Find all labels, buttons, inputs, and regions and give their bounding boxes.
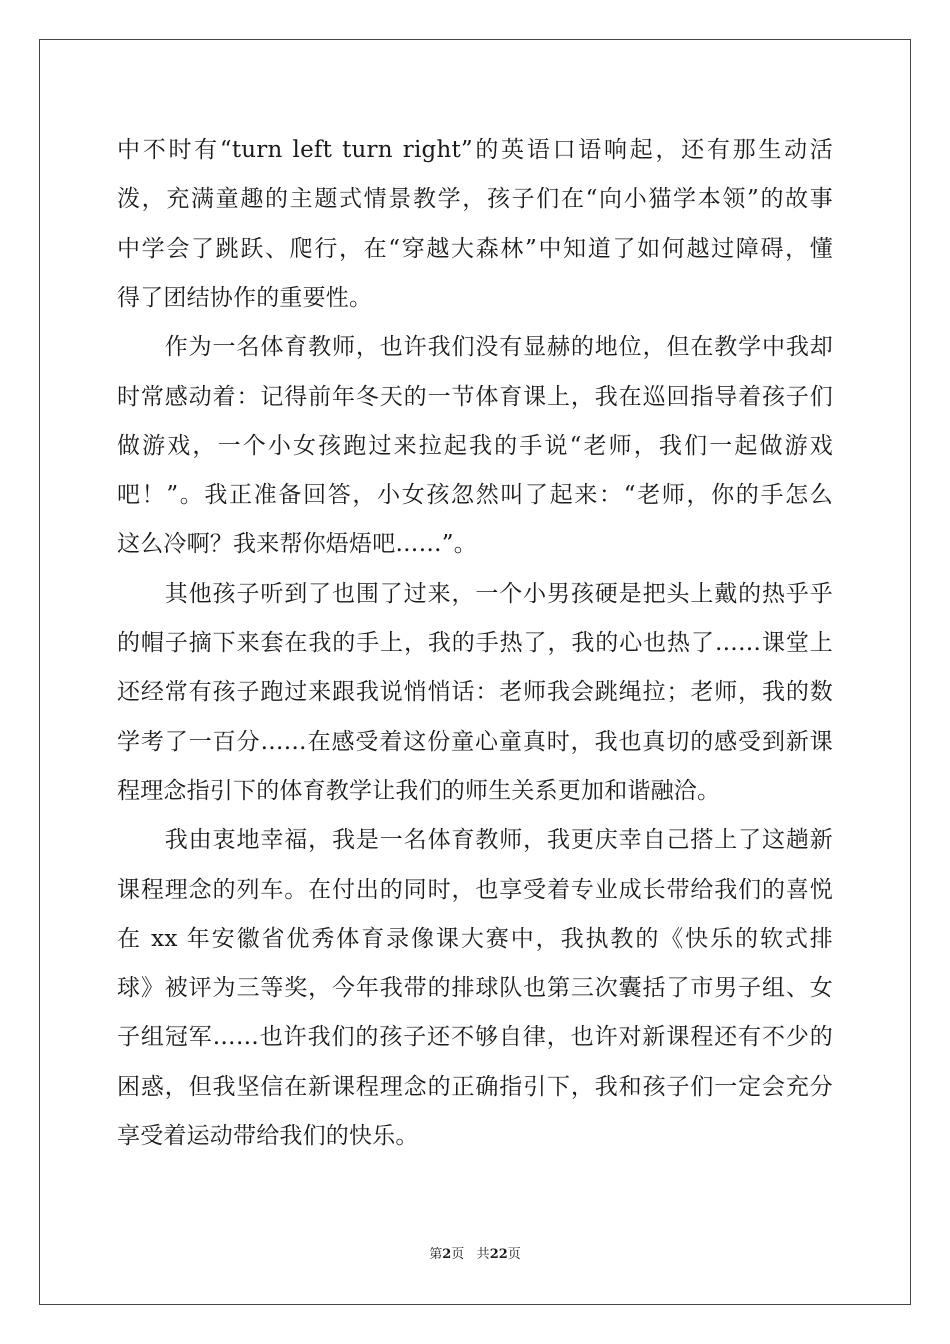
- text-line: 时常感动着：记得前年冬天的一节体育课上，我在巡回指导着孩子们: [117, 384, 833, 410]
- text-line: 球》被评为三等奖，今年我带的排球队也第三次囊括了市男子组、女: [117, 975, 833, 1001]
- total-label-prefix: 共: [476, 1247, 490, 1262]
- text-line: 其他孩子听到了也围了过来，一个小男孩硬是把头上戴的热乎乎: [117, 581, 833, 607]
- text-line: 学考了一百分……在感受着这份童心童真时，我也真切的感受到新课: [117, 729, 833, 755]
- total-label-suffix: 页: [507, 1247, 521, 1262]
- text-line: 得了团结协作的重要性。: [117, 285, 373, 311]
- text-line: 还经常有孩子跑过来跟我说悄悄话：老师我会跳绳拉；老师，我的数: [117, 679, 833, 705]
- text-line: 这么冷啊？我来帮你焐焐吧……”。: [117, 531, 477, 557]
- text-line: 程理念指引下的体育教学让我们的师生关系更加和谐融洽。: [117, 778, 721, 804]
- text-line: 吧！”。我正准备回答，小女孩忽然叫了起来：“老师，你的手怎么: [117, 482, 833, 508]
- page-footer: [0, 1246, 950, 1264]
- total-pages: 22: [489, 1247, 508, 1262]
- page-label-suffix: 页: [451, 1247, 465, 1262]
- page-number: 2: [442, 1247, 452, 1262]
- text-line: 子组冠军……也许我们的孩子还不够自律，也许对新课程还有不少的: [117, 1024, 833, 1050]
- text-line: 我由衷地幸福，我是一名体育教师，我更庆幸自己搭上了这趟新: [117, 827, 833, 853]
- page-border: [39, 39, 911, 1305]
- text-line: 中不时有“turn left turn right”的英语口语响起，还有那生动活: [117, 137, 833, 163]
- text-line: 中学会了跳跃、爬行，在“穿越大森林”中知道了如何越过障碍，懂: [117, 236, 833, 262]
- text-line: 做游戏，一个小女孩跑过来拉起我的手说“老师，我们一起做游戏: [117, 433, 833, 459]
- text-line: 作为一名体育教师，也许我们没有显赫的地位，但在教学中我却: [117, 334, 833, 360]
- text-line: 的帽子摘下来套在我的手上，我的手热了，我的心也热了……课堂上: [117, 630, 833, 656]
- text-line: 在 xx 年安徽省优秀体育录像课大赛中，我执教的《快乐的软式排: [117, 926, 833, 952]
- text-line: 享受着运动带给我们的快乐。: [117, 1123, 419, 1149]
- text-line: 课程理念的列车。在付出的同时，也享受着专业成长带给我们的喜悦: [117, 877, 833, 903]
- page-label-prefix: 第: [429, 1247, 443, 1262]
- text-line: 泼，充满童趣的主题式情景教学，孩子们在“向小猫学本领”的故事: [117, 186, 833, 212]
- text-line: 困惑，但我坚信在新课程理念的正确指引下，我和孩子们一定会充分: [117, 1074, 833, 1100]
